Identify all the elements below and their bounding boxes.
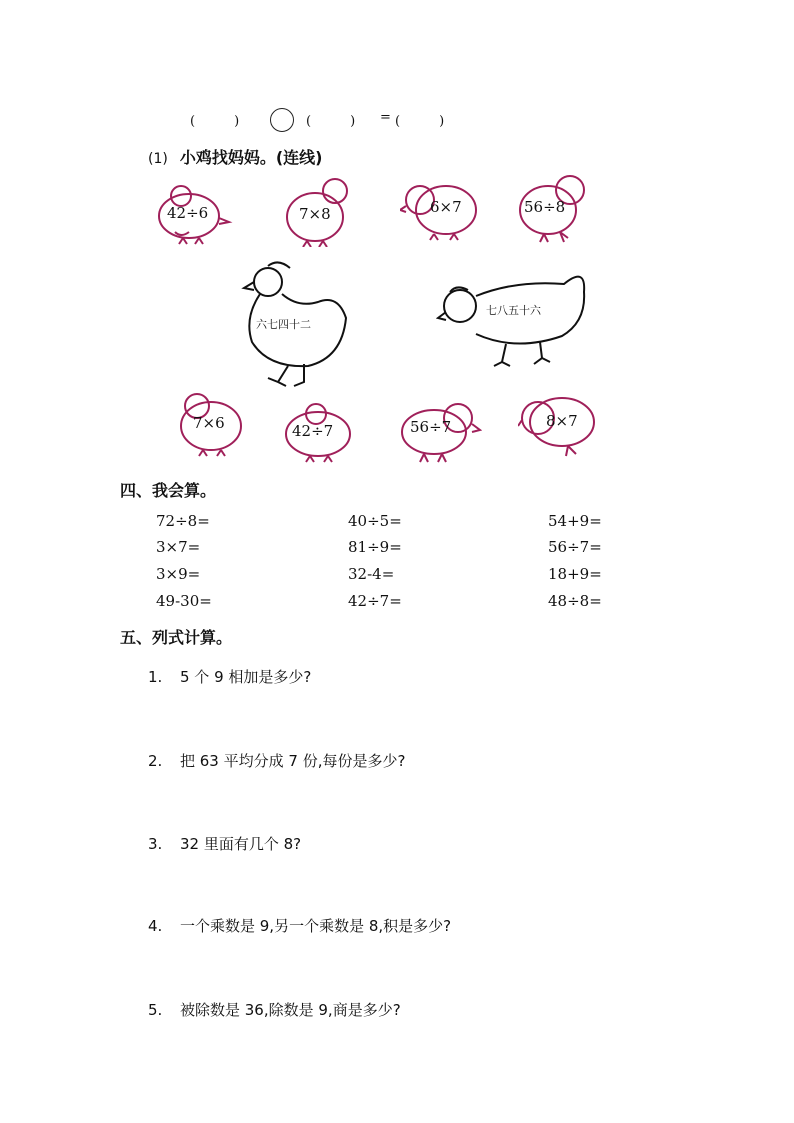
hen-right[interactable] xyxy=(436,262,596,372)
blank-3[interactable]: ( ) xyxy=(395,114,445,129)
word-problem-5 xyxy=(148,999,401,1020)
chick-top-1[interactable] xyxy=(155,182,233,246)
chick-top-4[interactable] xyxy=(518,172,590,244)
question-number: 4. xyxy=(148,917,163,935)
chick-bottom-3[interactable] xyxy=(398,402,482,464)
section5-title: 五、列式计算。 xyxy=(120,628,233,647)
operator-circle-blank[interactable] xyxy=(270,108,294,132)
calc-r1-c3: 54+9= xyxy=(548,512,602,530)
calc-r1-c1: 72÷8= xyxy=(156,512,210,530)
calc-r2-c2: 81÷9= xyxy=(348,538,402,556)
equals-sign: = xyxy=(380,110,391,125)
word-problem-4 xyxy=(148,915,451,936)
chick-bottom-4[interactable] xyxy=(518,392,598,458)
chick-expression: 42÷6 xyxy=(167,204,209,222)
word-problem-1 xyxy=(148,666,311,687)
part1-heading xyxy=(148,145,322,168)
question-number: 1. xyxy=(148,668,163,686)
question-text: 5 个 9 相加是多少? xyxy=(180,668,312,686)
chick-expression: 6×7 xyxy=(430,198,462,216)
chick-top-2[interactable] xyxy=(283,175,353,247)
hen-label: 七八五十六 xyxy=(486,304,541,317)
calc-r3-c1: 3×9= xyxy=(156,565,201,583)
chick-bottom-1[interactable] xyxy=(175,392,247,458)
calc-r1-c2: 40÷5= xyxy=(348,512,402,530)
comparison-equation-line xyxy=(190,108,490,132)
chick-expression: 8×7 xyxy=(546,412,578,430)
calc-r3-c2: 32-4= xyxy=(348,565,395,583)
part1-title: 小鸡找妈妈。(连线) xyxy=(179,148,323,167)
blank-1[interactable]: ( ) xyxy=(190,114,240,129)
chick-expression: 56÷7 xyxy=(410,418,452,436)
calc-r4-c3: 48÷8= xyxy=(548,592,602,610)
calc-r3-c3: 18+9= xyxy=(548,565,602,583)
chick-expression: 56÷8 xyxy=(524,198,566,216)
word-problem-2 xyxy=(148,750,405,771)
section4-title: 四、我会算。 xyxy=(120,481,217,500)
question-text: 被除数是 36,除数是 9,商是多少? xyxy=(180,1001,401,1019)
chick-top-3[interactable] xyxy=(400,180,480,242)
word-problem-3 xyxy=(148,833,301,854)
blank-2[interactable]: ( ) xyxy=(306,114,356,129)
calc-r2-c3: 56÷7= xyxy=(548,538,602,556)
calc-r2-c1: 3×7= xyxy=(156,538,201,556)
chick-bottom-2[interactable] xyxy=(282,402,354,464)
question-text: 32 里面有几个 8? xyxy=(180,835,302,853)
chick-expression: 42÷7 xyxy=(292,422,334,440)
question-number: 3. xyxy=(148,835,163,853)
question-number: 2. xyxy=(148,752,163,770)
question-number: 5. xyxy=(148,1001,163,1019)
calc-r4-c1: 49-30= xyxy=(156,592,212,610)
hen-left[interactable] xyxy=(238,258,353,392)
question-text: 把 63 平均分成 7 份,每份是多少? xyxy=(180,752,406,770)
question-text: 一个乘数是 9,另一个乘数是 8,积是多少? xyxy=(180,917,452,935)
calc-r4-c2: 42÷7= xyxy=(348,592,402,610)
chick-expression: 7×6 xyxy=(193,414,225,432)
chick-expression: 7×8 xyxy=(299,205,331,223)
part1-number: (1) xyxy=(148,151,168,167)
hen-label: 六七四十二 xyxy=(256,318,311,331)
